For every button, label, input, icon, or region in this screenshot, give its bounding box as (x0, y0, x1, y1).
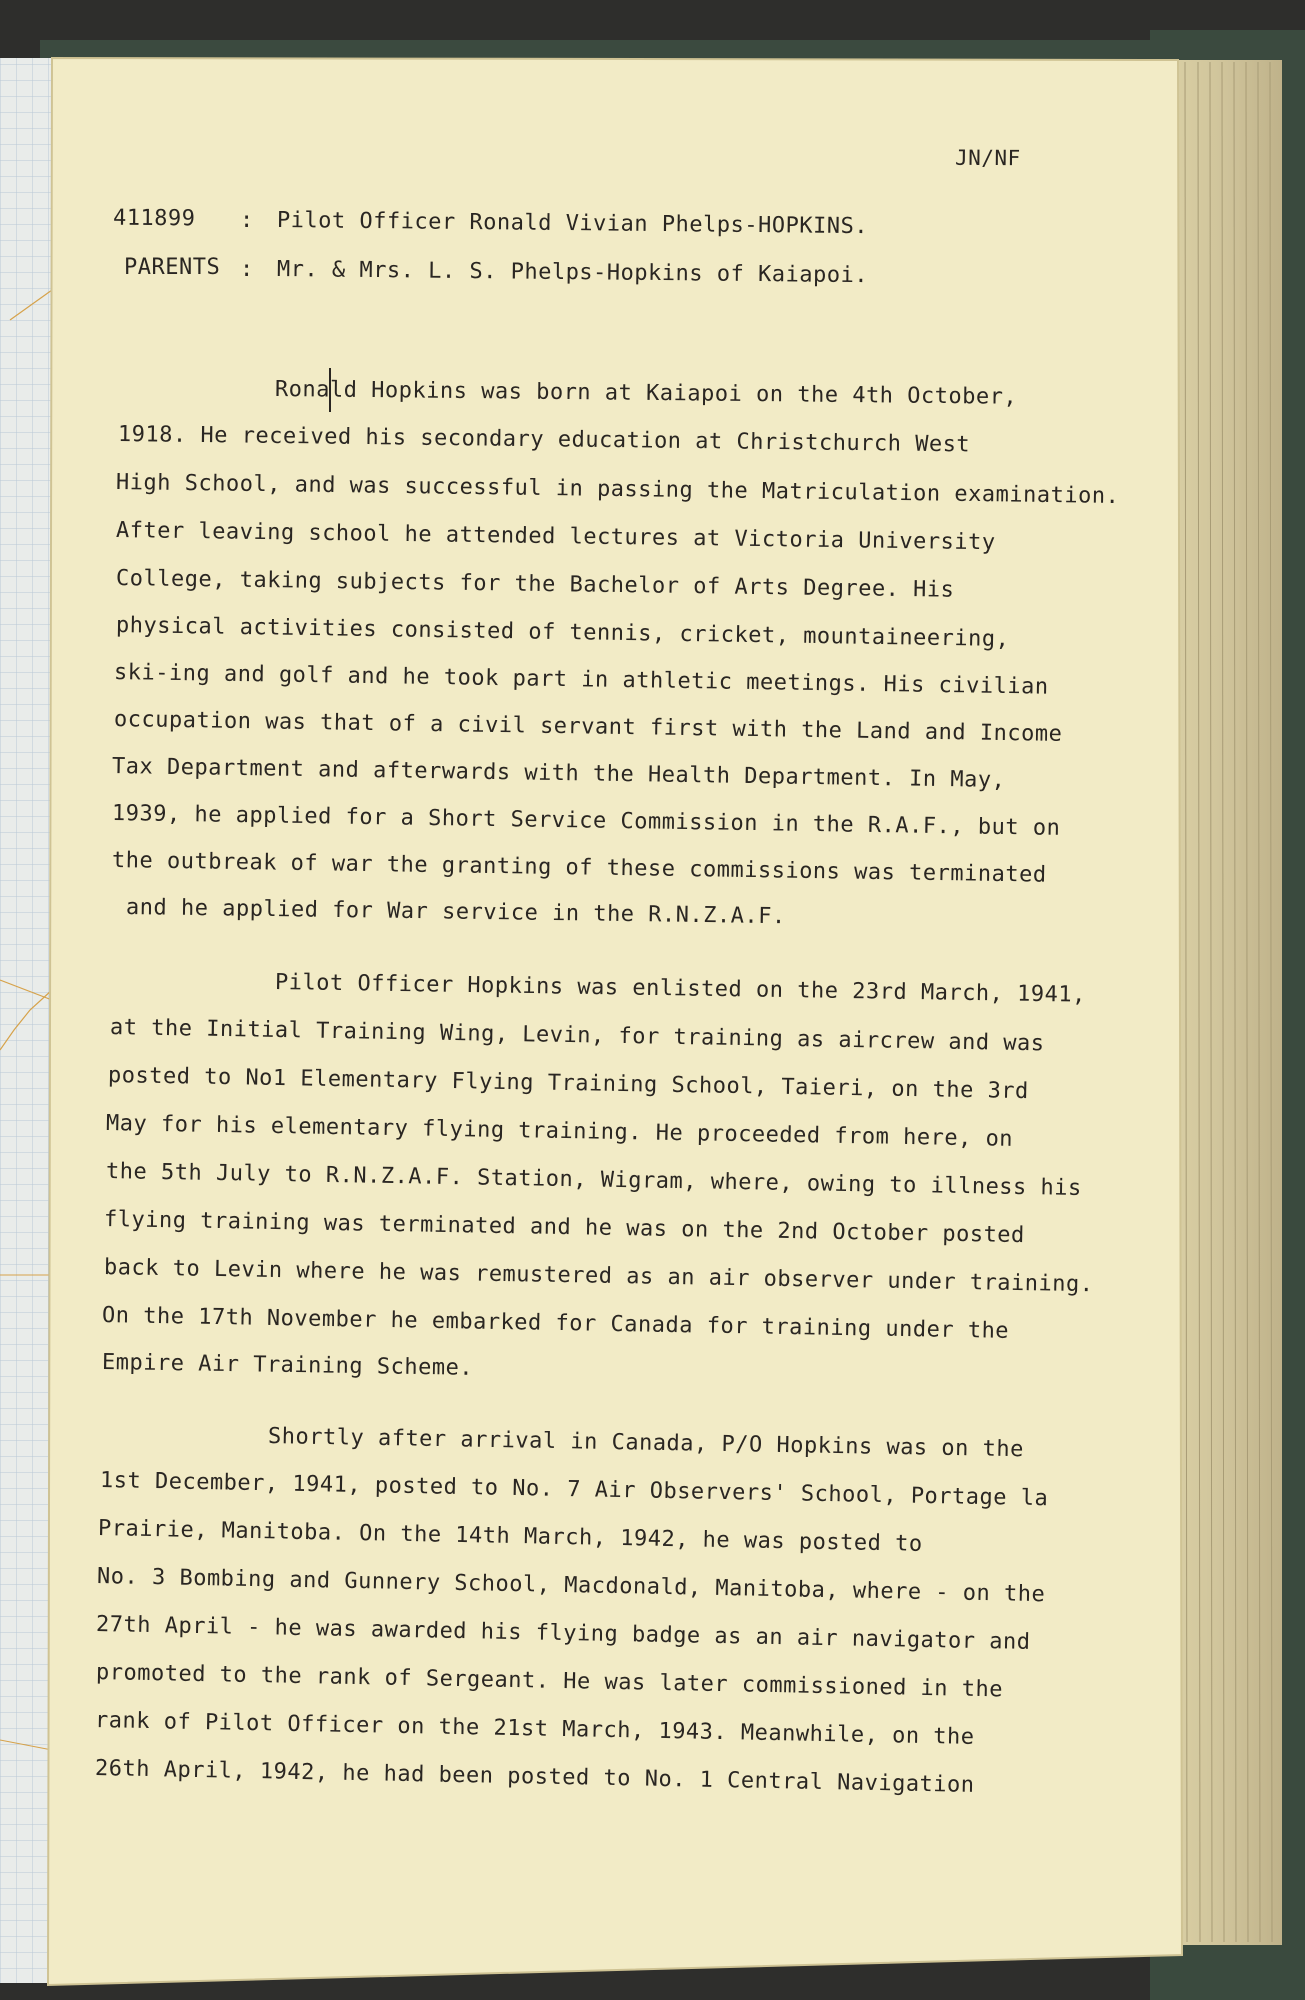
header-colon: : (240, 257, 254, 282)
paragraph-line: promoted to the rank of Sergeant. He was later commissioned in the (95, 1660, 1004, 1703)
parents-line: Mr. & Mrs. L. S. Phelps-Hopkins of Kaiapoi. (276, 257, 869, 289)
paragraph-line: the outbreak of war the granting of these commissions was terminated (111, 848, 1047, 888)
paragraph-line: flying training was terminated and he was on the 2nd October posted (103, 1207, 1026, 1249)
paragraph-line: the 5th July to R.N.Z.A.F. Station, Wigram, where, owing to illness his (105, 1159, 1082, 1202)
paragraph-line: 1939, he applied for a Short Service Commission in the R.A.F., but on (111, 801, 1061, 841)
paragraph-line: 26th April, 1942, he had been posted to No. 1 Central Navigation (94, 1756, 975, 1798)
paragraph-line: at the Initial Training Wing, Levin, for training as aircrew and was (109, 1015, 1045, 1057)
officer-name: Pilot Officer Ronald Vivian Phelps-HOPKINS. (276, 208, 869, 240)
paragraph-line: Shortly after arrival in Canada, P/O Hopkins was on the (267, 1424, 1025, 1463)
paragraph-line: Tax Department and afterwards with the Health Department. In May, (111, 754, 1006, 794)
paragraph-line: On the 17th November he embarked for Canada for training under the (101, 1303, 1010, 1344)
paragraph-line: College, taking subjects for the Bachelor of Arts Degree. His (115, 566, 955, 603)
paragraph-line: No. 3 Bombing and Gunnery School, Macdonald, Manitoba, where - on the (96, 1564, 1046, 1608)
paragraph-line: After leaving school he attended lectures at Victoria University (115, 518, 996, 556)
service-number: 411899 (112, 205, 196, 232)
paragraph-line: occupation was that of a civil servant first with the Land and Income (113, 707, 1063, 747)
paragraph-line: and he applied for War service in the R.N.Z.A.F. (125, 895, 786, 930)
paragraph-line: Empire Air Training Scheme. (101, 1350, 474, 1381)
paragraph-line: Prairie, Manitoba. On the 14th March, 1942, he was posted to (97, 1516, 923, 1557)
paragraph-line: posted to No1 Elementary Flying Training School, Taieri, on the 3rd (107, 1063, 1030, 1105)
paragraph-line: physical activities consisted of tennis, cricket, mountaineering, (115, 613, 1010, 653)
paragraph-line: 1918. He received his secondary education at Christchurch West (117, 422, 971, 458)
paragraph-line: ski-ing and golf and he took part in athletic meetings. His civilian (113, 660, 1049, 700)
parents-label: PARENTS (124, 255, 221, 280)
paragraph-line: High School, and was successful in passing the Matriculation examination. (115, 470, 1120, 510)
paragraph-line: 1st December, 1941, posted to No. 7 Air Observers' School, Portage la (99, 1468, 1049, 1512)
paragraph-line: back to Levin where he was remustered as an air observer under training. (103, 1255, 1094, 1298)
paragraph-line: rank of Pilot Officer on the 21st March, 1943. Meanwhile, on the (94, 1708, 975, 1750)
paragraph-line: 27th April - he was awarded his flying badge as an air navigator and (95, 1612, 1031, 1655)
header-colon: : (240, 208, 254, 233)
paragraph-line: Ronald Hopkins was born at Kaiapoi on the 4th October, (274, 377, 1018, 410)
paragraph-line: May for his elementary flying training. He proceeded from here, on (105, 1111, 1014, 1152)
reference-code: JN/NF (954, 145, 1021, 171)
paragraph-line: Pilot Officer Hopkins was enlisted on the 23rd March, 1941, (274, 970, 1087, 1008)
